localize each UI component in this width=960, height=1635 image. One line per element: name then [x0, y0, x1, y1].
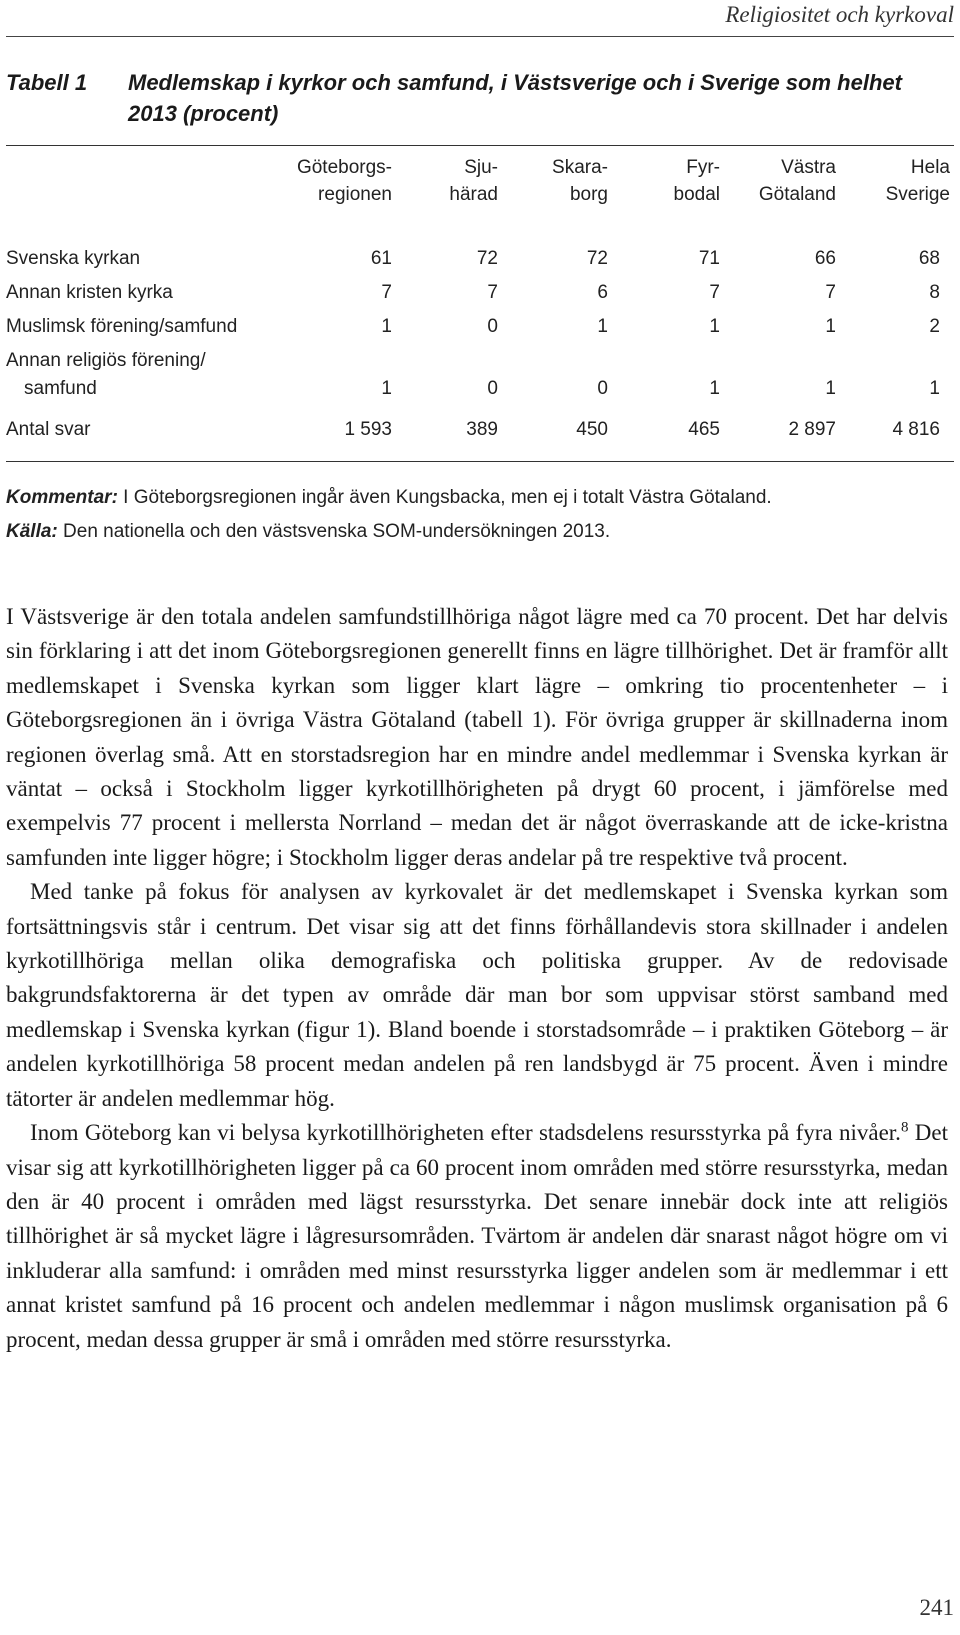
row-label: Annan religiös förening/ samfund — [6, 350, 206, 399]
table-cell: 68 — [918, 248, 940, 269]
table-cell: 2 — [929, 316, 940, 337]
table-row — [6, 276, 954, 310]
table-cell: 66 — [814, 248, 836, 269]
table-cell: 0 — [487, 378, 498, 399]
body-text — [6, 600, 948, 1357]
table-row-total — [6, 406, 954, 447]
table-title: Medlemskap i kyrkor och samfund, i Västsverige och i Sverige som helhet 2013 (procent) — [128, 70, 902, 126]
table-cell: 1 — [929, 378, 940, 399]
paragraph: Inom Göteborg kan vi belysa kyrkotillhörigheten efter stadsdelens resursstyrka på fyra nivåer.$^8$ Det visar sig att kyrkotillhörigheten ligger på ca 60 procent inom områden med större resursstyrka, medan den är 40 procent i områden med lägst resursstyrka. Det senare innebär dock inte att religiös tillhörighet är så mycket lägre i lågresursområden. Tvärtom är andelen där snarast något högre om vi inkluderar alla samfund: i områden med minst resursstyrka ligger andelen som är medlemmar i ett annat kristet samfund på 16 procent och andelen medlemmar i någon muslimsk organisation på 6 procent, medan dessa grupper är små i områden med större resursstyrka. — [6, 1119, 948, 1352]
table-cell: 1 — [381, 378, 392, 399]
comment-text: I Göteborgsregionen ingår även Kungsbacka, men ej i totalt Västra Götaland. — [117, 487, 772, 508]
table-cell: 72 — [476, 248, 498, 269]
table-cell: 1 — [709, 316, 720, 337]
table-row — [6, 344, 954, 406]
stub-header — [6, 150, 294, 215]
table-row — [6, 215, 954, 276]
table-cell: 61 — [370, 248, 392, 269]
col-header-fyrbodal: Fyr- bodal — [673, 157, 720, 205]
row-label: Svenska kyrkan — [6, 248, 141, 269]
table-cell: 7 — [381, 282, 392, 303]
table-comment — [6, 481, 946, 515]
table-cell: 72 — [586, 248, 608, 269]
table-row — [6, 310, 954, 344]
table-cell: 465 — [688, 419, 720, 440]
table-cell: 1 — [709, 378, 720, 399]
source-label: Källa: — [6, 521, 58, 542]
table-cell: 389 — [466, 419, 498, 440]
table-cell: 4 816 — [892, 419, 940, 440]
table-notes — [6, 481, 946, 549]
table-cell: 2 897 — [788, 419, 836, 440]
table-cell: 1 — [825, 378, 836, 399]
table-cell: 7 — [487, 282, 498, 303]
col-header-hela-sverige: Hela Sverige — [885, 157, 950, 205]
col-header-vastra-gotaland: Västra Götaland — [758, 157, 836, 205]
footnote-reference[interactable]: 8 — [900, 1119, 909, 1136]
table-cell: 1 — [597, 316, 608, 337]
table-cell: 450 — [576, 419, 608, 440]
table-bottom-rule — [6, 461, 954, 462]
row-label: Antal svar — [6, 419, 91, 440]
running-head: Religiositet och kyrkoval — [725, 2, 954, 27]
page-number: 241 — [919, 1595, 954, 1620]
table-number: Tabell 1 — [6, 70, 88, 95]
table-cell: 7 — [825, 282, 836, 303]
table-header-row — [6, 150, 954, 215]
table-cell: 1 — [381, 316, 392, 337]
table-cell: 1 593 — [344, 419, 392, 440]
table-caption — [6, 67, 946, 129]
row-label: Muslimsk förening/samfund — [6, 316, 238, 337]
header-rule — [6, 36, 954, 37]
table-top-rule — [6, 145, 954, 146]
table-cell: 6 — [597, 282, 608, 303]
table-cell: 1 — [825, 316, 836, 337]
source-text: Den nationella och den västsvenska SOM-undersökningen 2013. — [57, 521, 611, 542]
col-header-goteborgsregionen: Göteborgs- regionen — [296, 157, 392, 205]
table-cell: 0 — [487, 316, 498, 337]
comment-label: Kommentar: — [6, 487, 118, 508]
col-header-skaraborg: Skara- borg — [552, 157, 608, 205]
membership-table — [6, 150, 954, 447]
paragraph: I Västsverige är den totala andelen samfundstillhöriga något lägre med ca 70 procent. Det har delvis sin förklaring i att det inom Göteborgsregionen generellt finns en lägre tillhörighet. Det är framför allt medlemskapet i Svenska kyrkan som ligger klart lägre – omkring tio procentenheter – i Göteborgsregionen än i övriga Västra Götaland (tabell 1). För övriga grupper är skillnaderna inom regionen överlag små. Att en storstadsregion har en mindre andel medlemmar i Svenska kyrkan är väntat – också i Stockholm ligger kyrkotillhörigheten på drygt 60 procent, i jämförelse med exempelvis 77 procent i mellersta Norrland – medan det är något överraskande att de icke-kristna samfunden inte ligger högre; i Stockholm ligger deras andelar på tre respektive två procent. — [6, 604, 948, 870]
row-label: Annan kristen kyrka — [6, 282, 173, 303]
table-cell: 0 — [597, 378, 608, 399]
paragraph: Med tanke på fokus för analysen av kyrkovalet är det medlemskapet i Svenska kyrkan som fortsättningsvis står i centrum. Det visar sig att det finns förhållandevis stora skillnader i andelen kyrkotillhöriga mellan olika demografiska och politiska grupper. Av de redovisade bakgrundsfaktorerna är det typen av område där man bor som uppvisar störst samband med medlemskap i Svenska kyrkan (figur 1). Bland boende i storstadsområde – i praktiken Göteborg – är andelen kyrkotillhöriga 58 procent medan andelen på ren landsbygd är 75 procent. Även i mindre tätorter är andelen medlemmar hög. — [6, 879, 948, 1111]
col-header-sjuharad: Sju- härad — [449, 157, 498, 205]
table-cell: 71 — [698, 248, 720, 269]
table-cell: 8 — [929, 282, 940, 303]
table-source — [6, 515, 946, 549]
table-cell: 7 — [709, 282, 720, 303]
